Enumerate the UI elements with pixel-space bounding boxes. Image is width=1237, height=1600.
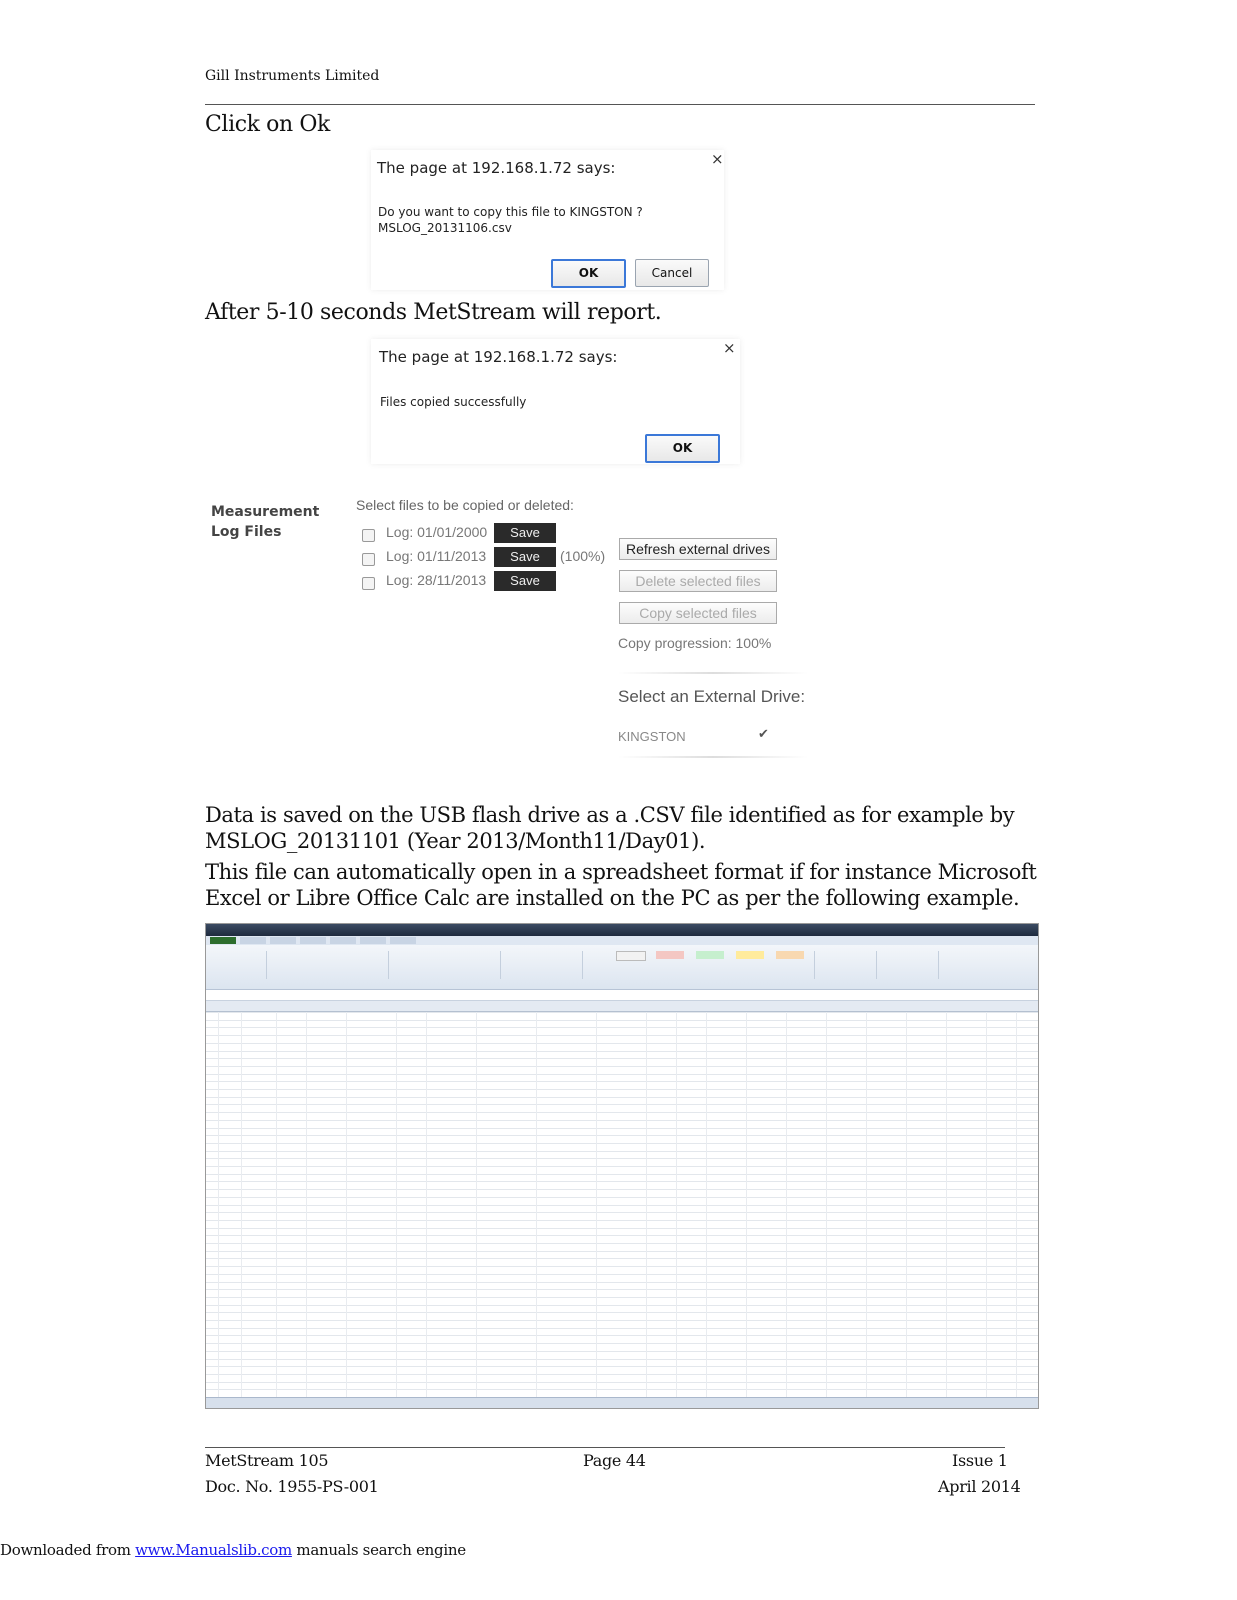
footer-date: April 2014 <box>938 1477 1021 1496</box>
column-gridline <box>276 1012 277 1398</box>
column-gridline <box>946 1012 947 1398</box>
ribbon-group <box>390 951 501 979</box>
dialog-filename: MSLOG_20131106.csv <box>378 221 512 235</box>
row-gridline <box>206 1181 1038 1182</box>
log-checkbox[interactable] <box>362 529 375 542</box>
step-report-heading: After 5-10 seconds MetStream will report. <box>205 300 662 325</box>
section-label: Measurement Log Files <box>211 504 320 540</box>
dialog-title: The page at 192.168.1.72 says: <box>377 159 616 177</box>
row-gridline <box>206 1012 1038 1013</box>
row-gridline <box>206 1035 1038 1036</box>
spreadsheet-screenshot <box>205 923 1039 1409</box>
ribbon-tab <box>240 937 266 944</box>
close-icon[interactable]: × <box>711 150 724 168</box>
row-gridline <box>206 1274 1038 1275</box>
column-gridline <box>826 1012 827 1398</box>
cell-grid <box>206 1012 1038 1398</box>
row-gridline <box>206 1143 1038 1144</box>
row-gridline <box>206 1297 1038 1298</box>
ribbon-tab <box>210 937 236 944</box>
row-gridline <box>206 1228 1038 1229</box>
style-swatch <box>656 951 684 959</box>
row-gridline <box>206 1020 1038 1021</box>
column-gridline <box>906 1012 907 1398</box>
column-gridline <box>346 1012 347 1398</box>
ribbon-group <box>206 951 267 979</box>
row-gridline <box>206 1128 1038 1129</box>
ribbon-tab <box>330 937 356 944</box>
row-gridline <box>206 1266 1038 1267</box>
log-label: Log: 01/01/2000 <box>386 524 488 540</box>
column-gridline <box>746 1012 747 1398</box>
row-gridline <box>206 1120 1038 1121</box>
row-gridline <box>206 1251 1038 1252</box>
style-swatch <box>616 951 646 961</box>
column-gridline <box>476 1012 477 1398</box>
row-gridline <box>206 1074 1038 1075</box>
row-gridline <box>206 1058 1038 1059</box>
ribbon <box>206 945 1038 990</box>
row-gridline <box>206 1258 1038 1259</box>
column-gridline <box>706 1012 707 1398</box>
delete-files-button[interactable]: Delete selected files <box>619 570 777 592</box>
footer-rule <box>205 1447 1005 1448</box>
row-gridline <box>206 1351 1038 1352</box>
ok-button[interactable]: OK <box>551 259 626 288</box>
ribbon-group <box>878 951 939 979</box>
row-gridline <box>206 1197 1038 1198</box>
row-gridline <box>206 1081 1038 1082</box>
column-gridline <box>306 1012 307 1398</box>
row-gridline <box>206 1389 1038 1390</box>
ribbon-tab <box>390 937 416 944</box>
ribbon-tab <box>360 937 386 944</box>
column-gridline <box>786 1012 787 1398</box>
step-click-ok-heading: Click on Ok <box>205 112 330 137</box>
log-label: Log: 28/11/2013 <box>386 572 487 588</box>
row-gridline <box>206 1235 1038 1236</box>
style-swatch <box>736 951 764 959</box>
dialog-message <box>378 204 643 236</box>
row-gridline <box>206 1043 1038 1044</box>
column-gridline <box>536 1012 537 1398</box>
footer-page-number: Page 44 <box>583 1451 646 1470</box>
log-checkbox[interactable] <box>362 577 375 590</box>
dialog-title: The page at 192.168.1.72 says: <box>379 348 618 366</box>
row-gridline <box>206 1382 1038 1383</box>
ok-button[interactable]: OK <box>645 434 720 463</box>
row-gridline <box>206 1212 1038 1213</box>
log-checkbox[interactable] <box>362 553 375 566</box>
cancel-button[interactable]: Cancel <box>635 259 709 287</box>
divider <box>618 756 808 758</box>
column-headers <box>206 1001 1038 1012</box>
log-label: Log: 01/11/2013 <box>386 548 487 564</box>
company-name: Gill Instruments Limited <box>205 68 380 84</box>
drive-checkbox[interactable]: ✔ <box>758 726 769 741</box>
row-gridline <box>206 1305 1038 1306</box>
row-gridline <box>206 1220 1038 1221</box>
footer-doc-number: Doc. No. 1955-PS-001 <box>205 1477 379 1496</box>
save-button[interactable]: Save <box>494 547 556 567</box>
save-button[interactable]: Save <box>494 571 556 591</box>
description-paragraph-1: Data is saved on the USB flash drive as a .CSV file identified as for example by MSLOG_20131101 (Year 2013/Month11/Day01). <box>205 803 1015 853</box>
ribbon-tab <box>270 937 296 944</box>
header-rule <box>205 104 1035 105</box>
success-dialog <box>371 339 740 464</box>
spreadsheet-title-bar <box>206 924 1038 936</box>
row-gridline <box>206 1289 1038 1290</box>
row-gridline <box>206 1312 1038 1313</box>
ribbon-tab <box>300 937 326 944</box>
ribbon-tabs <box>206 936 1038 945</box>
row-gridline <box>206 1066 1038 1067</box>
row-gridline <box>206 1335 1038 1336</box>
column-gridline <box>396 1012 397 1398</box>
manualslib-link[interactable]: www.Manualslib.com <box>135 1541 292 1559</box>
column-gridline <box>676 1012 677 1398</box>
style-swatch <box>696 951 724 959</box>
save-button[interactable]: Save <box>494 523 556 543</box>
row-gridline <box>206 1151 1038 1152</box>
copy-progression-text: Copy progression: 100% <box>618 635 772 651</box>
column-gridline <box>241 1012 242 1398</box>
copy-files-button[interactable]: Copy selected files <box>619 602 777 624</box>
row-gridline <box>206 1243 1038 1244</box>
row-gridline <box>206 1328 1038 1329</box>
column-gridline <box>426 1012 427 1398</box>
download-note: Downloaded from www.Manualslib.com manuals search engine <box>0 1541 466 1559</box>
ribbon-group <box>816 951 877 979</box>
row-gridline <box>206 1320 1038 1321</box>
dialog-message: Files copied successfully <box>380 395 527 409</box>
column-gridline <box>218 1012 219 1398</box>
footer-product: MetStream 105 <box>205 1451 329 1470</box>
instruction-text: Select files to be copied or deleted: <box>356 497 574 513</box>
row-gridline <box>206 1112 1038 1113</box>
row-gridline <box>206 1166 1038 1167</box>
measurement-log-panel <box>205 494 825 784</box>
row-gridline <box>206 1104 1038 1105</box>
log-progress: (100%) <box>560 548 606 564</box>
column-gridline <box>596 1012 597 1398</box>
drive-name: KINGSTON <box>618 729 686 744</box>
dialog-message-line1: Do you want to copy this file to KINGSTON ? <box>378 205 643 219</box>
footer-issue: Issue 1 <box>952 1451 1008 1470</box>
confirm-dialog <box>371 150 724 290</box>
ribbon-group <box>502 951 583 979</box>
row-gridline <box>206 1282 1038 1283</box>
close-icon[interactable]: × <box>723 339 736 357</box>
row-gridline <box>206 1366 1038 1367</box>
row-gridline <box>206 1374 1038 1375</box>
status-bar <box>206 1397 1038 1408</box>
row-gridline <box>206 1189 1038 1190</box>
row-gridline <box>206 1205 1038 1206</box>
row-gridline <box>206 1174 1038 1175</box>
row-gridline <box>206 1343 1038 1344</box>
column-gridline <box>1016 1012 1017 1398</box>
row-gridline <box>206 1359 1038 1360</box>
row-gridline <box>206 1089 1038 1090</box>
row-gridline <box>206 1158 1038 1159</box>
style-swatch <box>776 951 804 959</box>
column-gridline <box>646 1012 647 1398</box>
ribbon-group <box>268 951 389 979</box>
description-paragraph-2: This file can automatically open in a spreadsheet format if for instance Microsoft Excel or Libre Office Calc are installed on the PC as per the following example. <box>205 860 1037 910</box>
column-gridline <box>986 1012 987 1398</box>
select-drive-heading: Select an External Drive: <box>618 687 806 706</box>
row-gridline <box>206 1135 1038 1136</box>
column-gridline <box>866 1012 867 1398</box>
formula-bar <box>206 990 1038 1001</box>
refresh-drives-button[interactable]: Refresh external drives <box>619 538 777 560</box>
row-gridline <box>206 1097 1038 1098</box>
row-gridline <box>206 1051 1038 1052</box>
row-gridline <box>206 1027 1038 1028</box>
divider <box>618 672 808 674</box>
